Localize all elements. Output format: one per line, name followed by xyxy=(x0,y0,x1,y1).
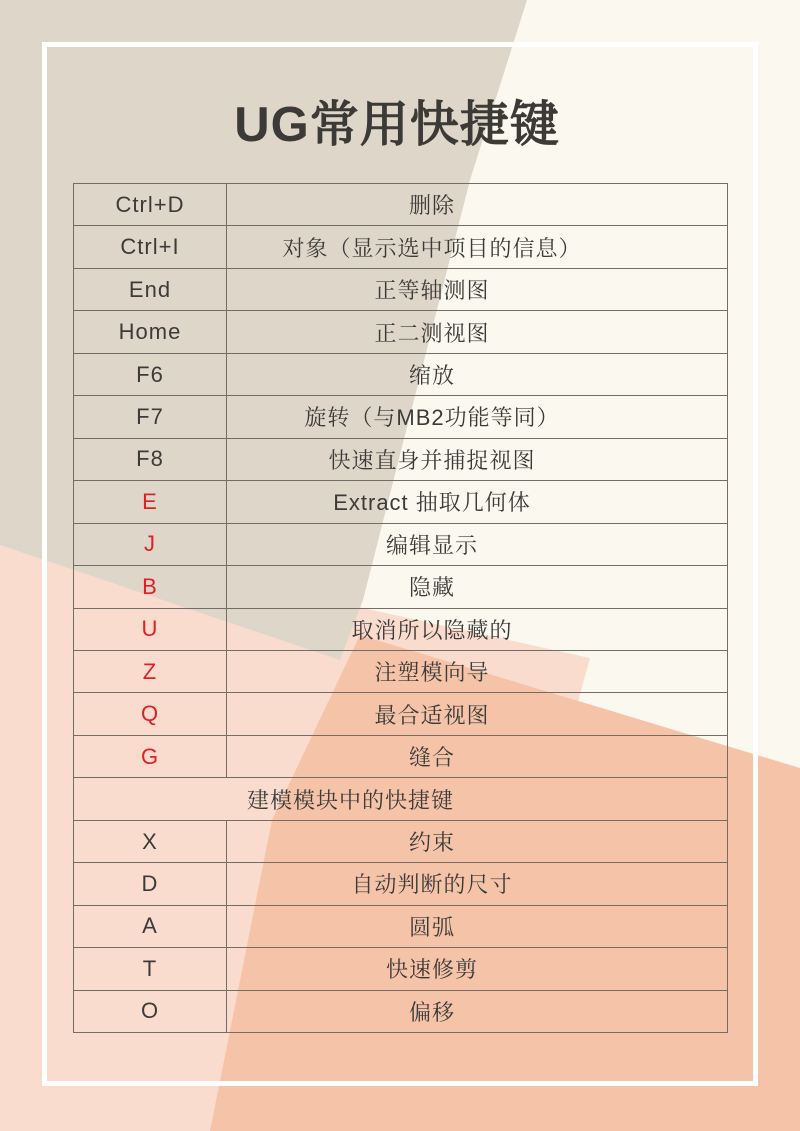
shortcut-desc-cell xyxy=(227,863,727,904)
shortcut-desc-cell xyxy=(227,906,727,947)
shortcut-key-cell: F6 xyxy=(74,354,227,395)
shortcut-desc-text: 编辑显示 xyxy=(385,532,478,558)
table-row xyxy=(74,777,727,819)
table-row xyxy=(74,438,727,480)
shortcut-key-cell: F7 xyxy=(74,396,227,437)
shortcut-desc-text: 隐藏 xyxy=(408,575,455,601)
shortcut-desc-text: 旋转（与MB2功能等同） xyxy=(304,405,560,431)
shortcut-key-cell: A xyxy=(74,906,227,947)
shortcut-desc-text: 偏移 xyxy=(408,999,455,1025)
shortcut-key-cell: U xyxy=(74,609,227,650)
shortcut-key-cell: G xyxy=(74,736,227,777)
shortcut-key-cell: Q xyxy=(74,693,227,734)
table-section-header-text: 建模模块中的快捷键 xyxy=(246,787,454,813)
table-row xyxy=(74,565,727,607)
table-row xyxy=(74,820,727,862)
table-row xyxy=(74,353,727,395)
table-row xyxy=(74,480,727,522)
shortcut-desc-cell xyxy=(227,736,727,777)
shortcut-desc-text: 正二测视图 xyxy=(374,320,490,346)
shortcut-desc-text: 缝合 xyxy=(408,745,455,771)
table-row xyxy=(74,608,727,650)
shortcut-desc-text: 取消所以隐藏的 xyxy=(351,617,513,643)
table-section-header-cell xyxy=(74,778,727,819)
shortcut-desc-cell xyxy=(227,991,727,1032)
shortcut-desc-text: 正等轴测图 xyxy=(374,278,490,304)
shortcut-key-cell: Z xyxy=(74,651,227,692)
shortcut-desc-text: 约束 xyxy=(408,830,455,856)
shortcut-desc-cell xyxy=(227,693,727,734)
table-row xyxy=(74,184,727,225)
shortcut-desc-cell xyxy=(227,609,727,650)
shortcut-desc-text: 注塑模向导 xyxy=(374,660,490,686)
shortcut-desc-cell xyxy=(227,184,727,225)
shortcut-desc-cell xyxy=(227,524,727,565)
table-row xyxy=(74,990,727,1032)
shortcut-desc-cell xyxy=(227,311,727,352)
shortcut-desc-text: 删除 xyxy=(408,193,455,219)
table-row xyxy=(74,735,727,777)
table-row xyxy=(74,310,727,352)
shortcut-key-cell: B xyxy=(74,566,227,607)
shortcut-key-cell: Ctrl+I xyxy=(74,226,227,267)
shortcut-desc-text: 自动判断的尺寸 xyxy=(351,872,513,898)
table-row xyxy=(74,268,727,310)
shortcut-desc-text: Extract 抽取几何体 xyxy=(333,490,531,516)
shortcut-key-cell: End xyxy=(74,269,227,310)
shortcut-desc-cell xyxy=(227,566,727,607)
shortcut-key-cell: X xyxy=(74,821,227,862)
shortcut-desc-cell xyxy=(227,354,727,395)
shortcut-desc-cell xyxy=(227,439,727,480)
shortcut-desc-text: 最合适视图 xyxy=(374,702,490,728)
shortcut-desc-text: 圆弧 xyxy=(408,914,455,940)
shortcut-key-cell: J xyxy=(74,524,227,565)
table-row xyxy=(74,862,727,904)
shortcut-desc-cell xyxy=(227,226,727,267)
shortcut-desc-text: 缩放 xyxy=(408,363,455,389)
table-row xyxy=(74,225,727,267)
shortcut-desc-text: 快速修剪 xyxy=(385,957,478,983)
shortcut-desc-text: 对象（显示选中项目的信息） xyxy=(282,235,582,261)
shortcut-key-cell: E xyxy=(74,481,227,522)
shortcut-key-cell: D xyxy=(74,863,227,904)
table-row xyxy=(74,692,727,734)
shortcut-desc-cell xyxy=(227,948,727,989)
shortcut-desc-text: 快速直身并捕捉视图 xyxy=(328,447,536,473)
table-row xyxy=(74,905,727,947)
table-row xyxy=(74,395,727,437)
shortcut-desc-cell xyxy=(227,269,727,310)
page-title: UG常用快捷键 xyxy=(234,98,560,152)
shortcut-key-cell: T xyxy=(74,948,227,989)
shortcut-key-cell: O xyxy=(74,991,227,1032)
shortcut-key-cell: Ctrl+D xyxy=(74,184,227,225)
shortcut-desc-cell xyxy=(227,821,727,862)
shortcut-key-cell: Home xyxy=(74,311,227,352)
shortcut-desc-cell xyxy=(227,481,727,522)
table-row xyxy=(74,947,727,989)
shortcut-desc-cell xyxy=(227,396,727,437)
shortcut-key-cell: F8 xyxy=(74,439,227,480)
table-row xyxy=(74,523,727,565)
table-row xyxy=(74,650,727,692)
shortcut-desc-cell xyxy=(227,651,727,692)
shortcut-table xyxy=(73,183,728,1033)
